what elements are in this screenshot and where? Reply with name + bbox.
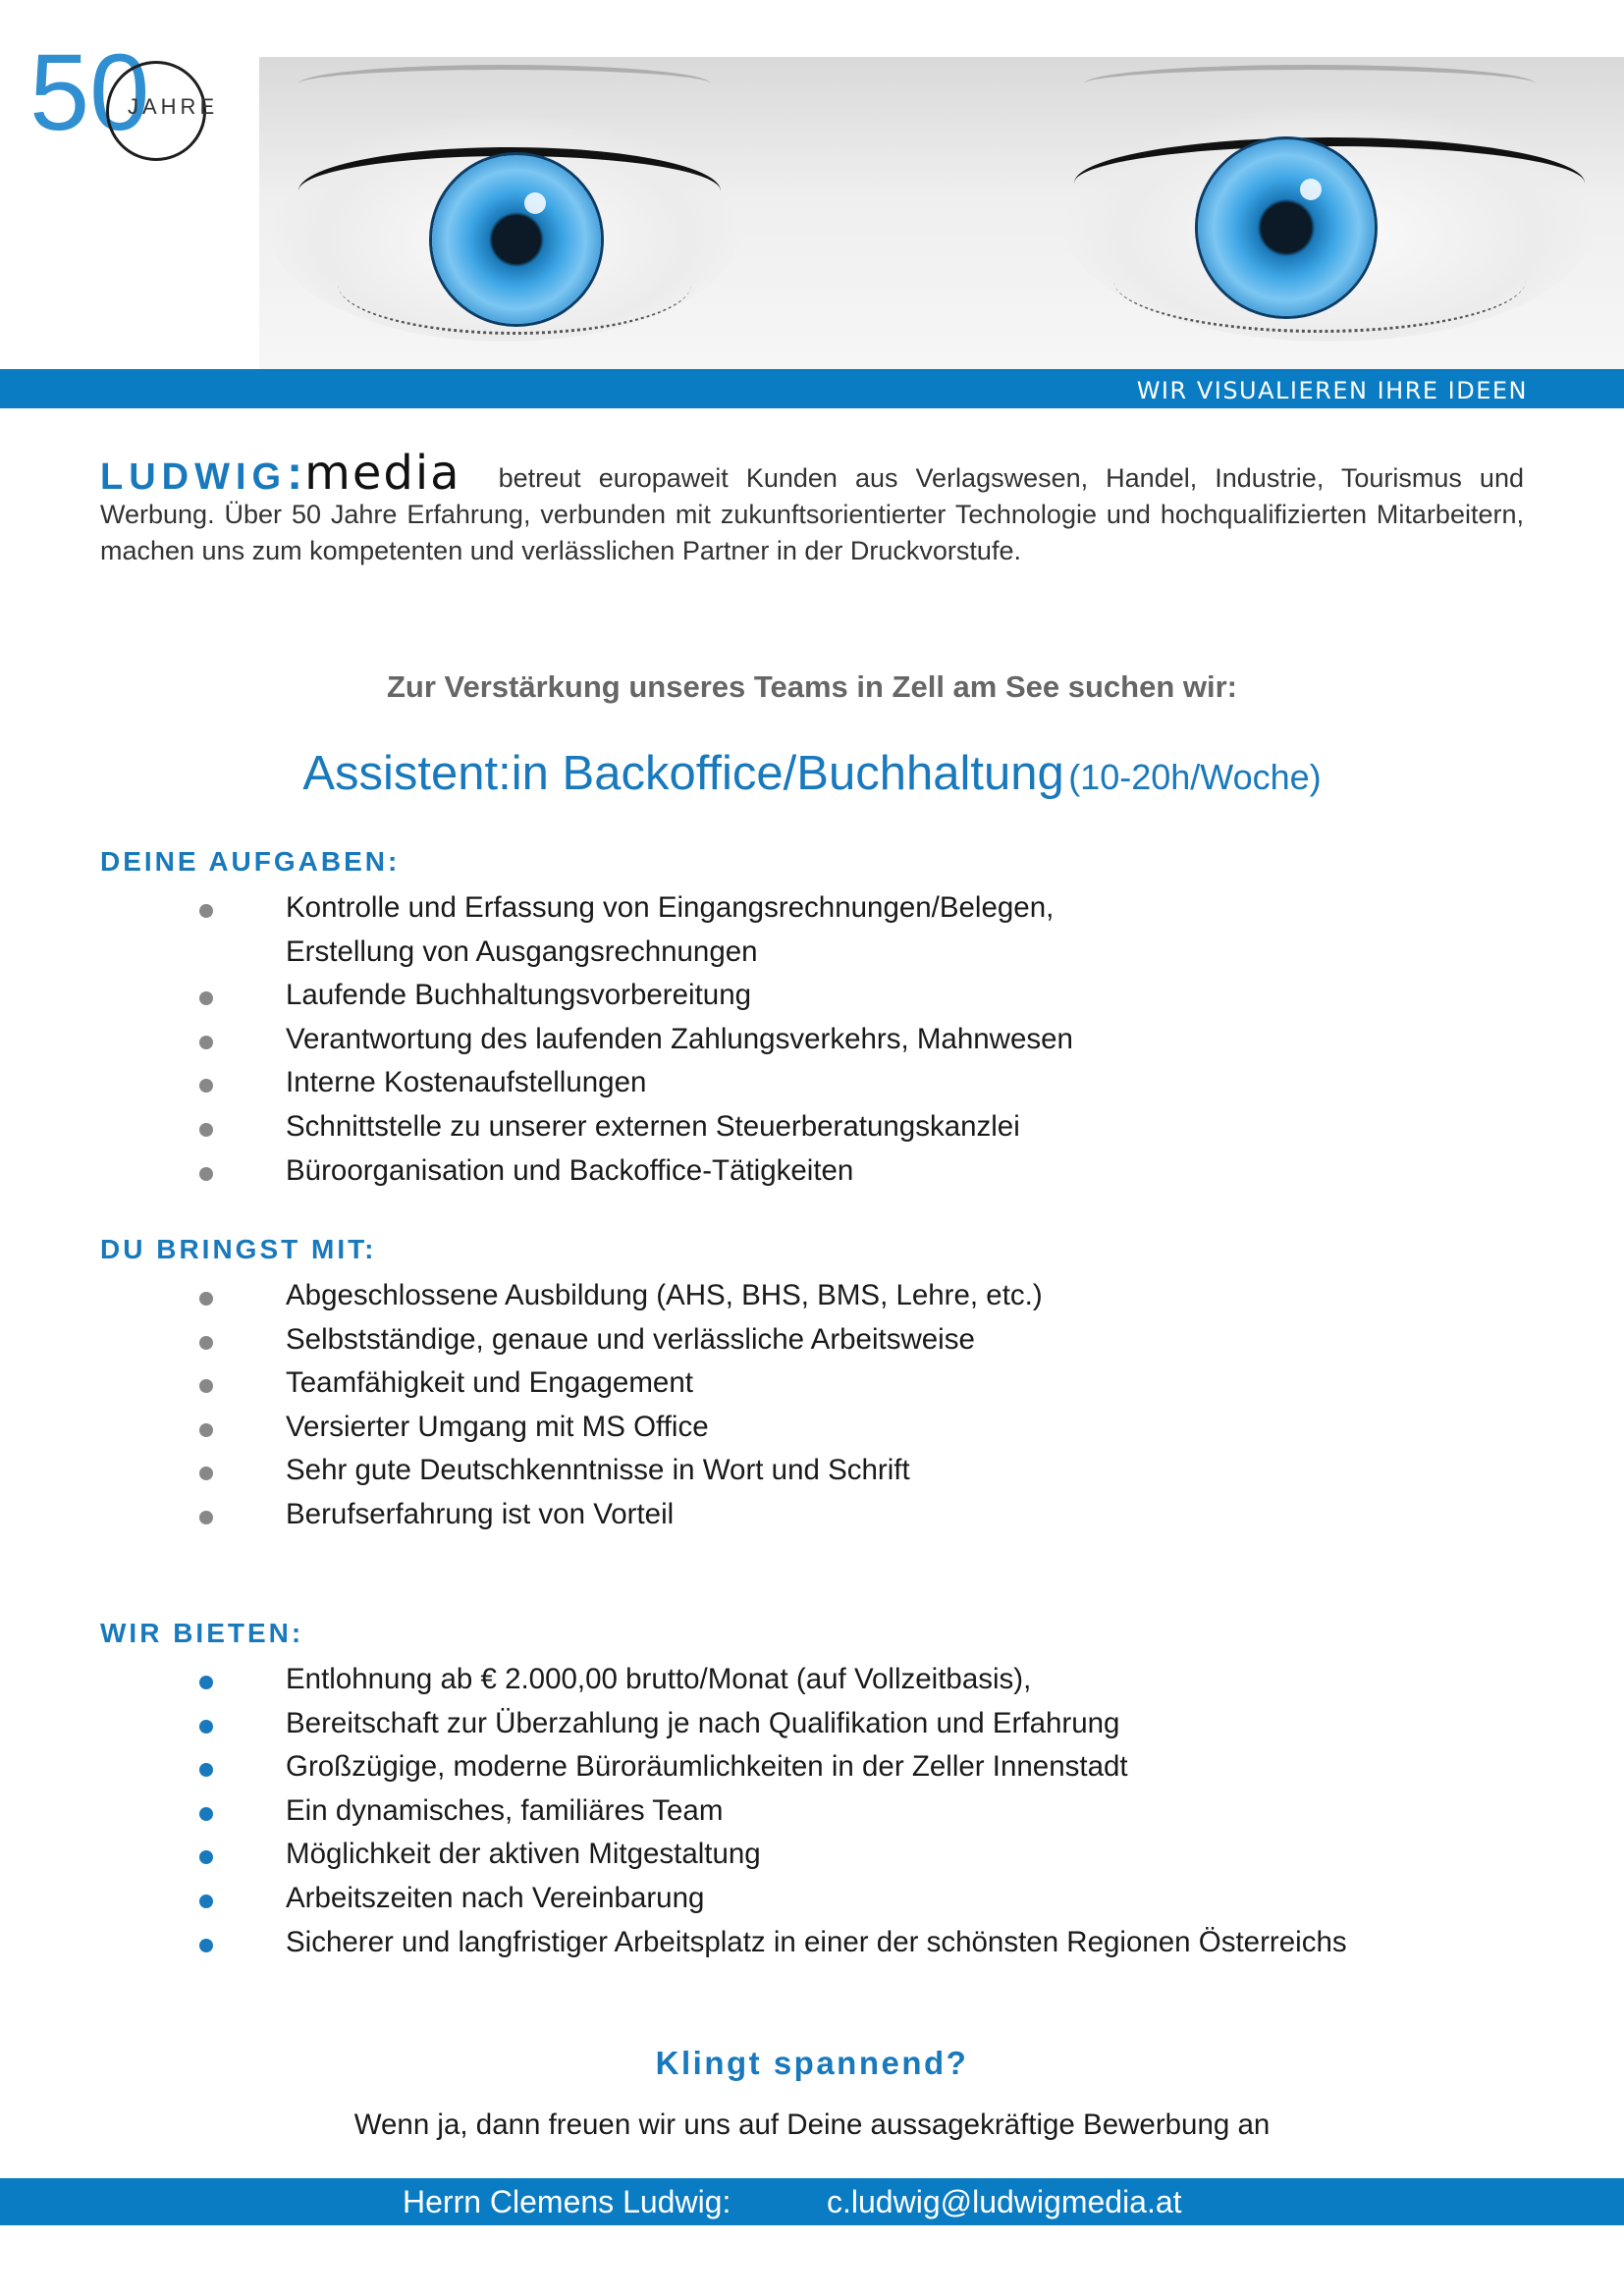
closing-question: Klingt spannend? xyxy=(655,2045,969,2081)
intro-paragraph xyxy=(100,446,1524,569)
job-hours: (10-20h/Woche) xyxy=(1068,757,1322,797)
bullet-icon xyxy=(199,1895,213,1908)
bullet-icon xyxy=(199,1423,213,1437)
contact-email-link[interactable]: c.ludwig@ludwigmedia.at xyxy=(827,2184,1182,2219)
brand-part1: LUDWIG xyxy=(100,456,288,498)
tagline: WIR VISUALIEREN IHRE IDEEN xyxy=(1136,377,1528,404)
list-item: Büroorganisation und Backoffice-Tätigkeiten xyxy=(0,1149,1624,1194)
list-item: Entlohnung ab € 2.000,00 brutto/Monat (auf Vollzeitbasis), xyxy=(0,1658,1624,1702)
bullet-icon xyxy=(199,904,213,918)
bullet-icon xyxy=(199,1167,213,1181)
bullet-icon xyxy=(199,1720,213,1734)
bringst-list xyxy=(0,1274,1624,1537)
section-heading-bieten: WIR BIETEN: xyxy=(100,1618,304,1648)
job-title-line xyxy=(0,746,1624,801)
list-item: Berufserfahrung ist von Vorteil xyxy=(0,1493,1624,1537)
section-heading-aufgaben: DEINE AUFGABEN: xyxy=(100,846,401,877)
anniversary-number: 50 xyxy=(29,32,150,153)
anniversary-word: JAHRE xyxy=(128,94,219,119)
intro-text: betreut europaweit Kunden aus Verlagswesen, Handel, Industrie, Tourismus und Werbung. Über 50 Jahre Erfahrung, verbunden mit zukunftsorientierter Technologie und hochqualifizierten Mitarbeitern, machen uns zum kompetenten und verlässlichen Partner in der Druckvorstufe. xyxy=(100,463,1524,565)
closing-text: Wenn ja, dann freuen wir uns auf Deine aussagekräftige Bewerbung an xyxy=(353,2109,1271,2141)
list-item: Versierter Umgang mit MS Office xyxy=(0,1406,1624,1450)
list-item: Kontrolle und Erfassung von Eingangsrechnungen/Belegen, xyxy=(0,886,1624,931)
list-item: Ein dynamisches, familiäres Team xyxy=(0,1789,1624,1834)
bullet-icon xyxy=(199,1079,213,1093)
list-item: Sehr gute Deutschkenntnisse in Wort und Schrift xyxy=(0,1449,1624,1493)
section-heading-bringst: DU BRINGST MIT: xyxy=(100,1234,377,1264)
contact-name: Herrn Clemens Ludwig: xyxy=(403,2184,731,2219)
list-item: Arbeitszeiten nach Vereinbarung xyxy=(0,1877,1624,1921)
list-item: Schnittstelle zu unserer externen Steuerberatungskanzlei xyxy=(0,1105,1624,1149)
bullet-icon xyxy=(199,1292,213,1306)
list-item: Abgeschlossene Ausbildung (AHS, BHS, BMS, Lehre, etc.) xyxy=(0,1274,1624,1318)
list-item: Teamfähigkeit und Engagement xyxy=(0,1362,1624,1406)
right-eye-image xyxy=(1005,57,1624,369)
list-item: Möglichkeit der aktiven Mitgestaltung xyxy=(0,1833,1624,1877)
list-item: Bereitschaft zur Überzahlung je nach Qualifikation und Erfahrung xyxy=(0,1702,1624,1746)
list-item: Großzügige, moderne Büroräumlichkeiten in der Zeller Innenstadt xyxy=(0,1745,1624,1789)
job-title: Assistent:in Backoffice/Buchhaltung xyxy=(302,747,1064,800)
bullet-icon xyxy=(199,1379,213,1393)
brand-logo xyxy=(100,448,461,500)
bullet-icon xyxy=(199,1336,213,1350)
bullet-icon xyxy=(199,1850,213,1864)
list-item: Selbstständige, genaue und verlässliche Arbeitsweise xyxy=(0,1318,1624,1362)
bullet-icon xyxy=(199,1036,213,1049)
contact-bar xyxy=(0,2178,1624,2225)
bullet-icon xyxy=(199,1511,213,1524)
brand-part2: media xyxy=(304,446,461,501)
aufgaben-list xyxy=(0,886,1624,1193)
bullet-icon xyxy=(199,1807,213,1821)
left-eye-image xyxy=(259,57,789,369)
list-item: Laufende Buchhaltungsvorbereitung xyxy=(0,974,1624,1018)
bullet-icon xyxy=(199,1676,213,1689)
header-eyes-photo xyxy=(259,57,1624,369)
bullet-icon xyxy=(199,1939,213,1952)
bullet-icon xyxy=(199,991,213,1005)
bullet-icon xyxy=(199,1467,213,1480)
list-item: Interne Kostenaufstellungen xyxy=(0,1061,1624,1105)
job-lead: Zur Verstärkung unseres Teams in Zell am See suchen wir: xyxy=(386,669,1238,704)
brand-separator: : xyxy=(287,448,305,500)
list-item: Verantwortung des laufenden Zahlungsverkehrs, Mahnwesen xyxy=(0,1018,1624,1062)
bullet-icon xyxy=(199,1123,213,1137)
list-item: Sicherer und langfristiger Arbeitsplatz in einer der schönsten Regionen Österreichs xyxy=(0,1921,1624,1965)
bieten-list xyxy=(0,1658,1624,1964)
bullet-icon xyxy=(199,1763,213,1777)
list-item: Erstellung von Ausgangsrechnungen xyxy=(286,934,758,968)
anniversary-logo xyxy=(29,32,255,161)
